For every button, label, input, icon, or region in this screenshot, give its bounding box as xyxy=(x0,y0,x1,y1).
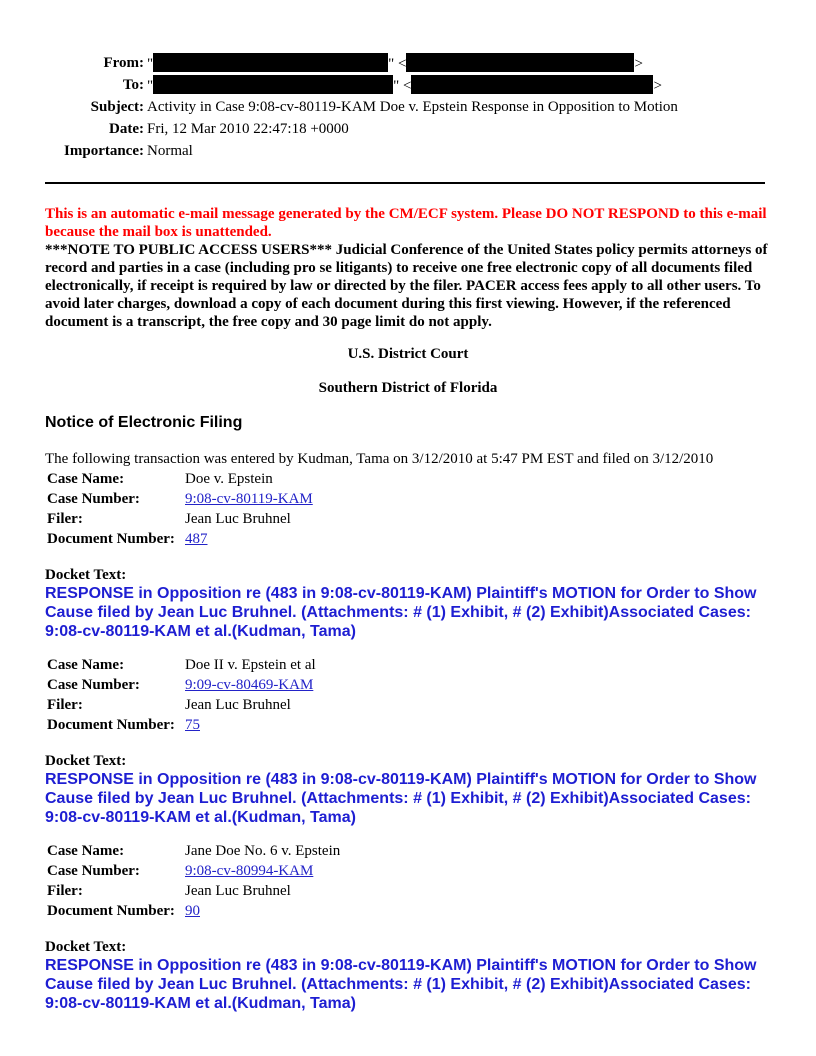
from-label: From: xyxy=(103,55,144,71)
from-value xyxy=(147,53,643,74)
from-name-redaction xyxy=(153,53,388,72)
document-number-link[interactable]: 75 xyxy=(185,717,200,733)
case-block-3 xyxy=(47,841,447,921)
district-name: Southern District of Florida xyxy=(318,380,498,396)
filer-label: Filer: xyxy=(47,697,83,713)
docket-text-2: RESPONSE in Opposition re (483 in 9:08-cv-80119-KAM) Plaintiff's MOTION for Order to Show Cause filed by Jean Luc Bruhnel. (Attachments: # (1) Exhibit, # (2) Exhibit)Associated Cases: 9:08-cv-80119-KAM et al.(Kudman, Tama) xyxy=(45,771,757,826)
document-number-label: Document Number: xyxy=(47,903,175,919)
case-number-link[interactable]: 9:08-cv-80119-KAM xyxy=(185,491,313,507)
document-number-link[interactable]: 487 xyxy=(185,531,208,547)
nef-title: Notice of Electronic Filing xyxy=(45,414,243,431)
to-email-redaction xyxy=(411,75,653,94)
docket-text-label: Docket Text: xyxy=(45,567,127,583)
to-bracket-close: > xyxy=(653,78,662,94)
filer-label: Filer: xyxy=(47,883,83,899)
case-number-label: Case Number: xyxy=(47,863,140,879)
docket-text-label: Docket Text: xyxy=(45,753,127,769)
transaction-intro: The following transaction was entered by Kudman, Tama on 3/12/2010 at 5:47 PM EST and filed on 3/12/2010 xyxy=(45,451,714,467)
to-row xyxy=(0,75,816,95)
to-label: To: xyxy=(122,77,144,93)
to-quote-open: " xyxy=(147,78,154,94)
case-number-link[interactable]: 9:08-cv-80994-KAM xyxy=(185,863,314,879)
filer-value: Jean Luc Bruhnel xyxy=(185,697,291,713)
case-block-2 xyxy=(47,655,447,735)
docket-text-1: RESPONSE in Opposition re (483 in 9:08-cv-80119-KAM) Plaintiff's MOTION for Order to Show Cause filed by Jean Luc Bruhnel. (Attachments: # (1) Exhibit, # (2) Exhibit)Associated Cases: 9:08-cv-80119-KAM et al.(Kudman, Tama) xyxy=(45,585,757,640)
court-name: U.S. District Court xyxy=(347,346,469,362)
auto-message-warning: This is an automatic e-mail message generated by the CM/ECF system. Please DO NOT RESPOND to this e-mail because the mail box is unattended. xyxy=(45,206,767,240)
filer-value: Jean Luc Bruhnel xyxy=(185,883,291,899)
to-value xyxy=(147,75,662,96)
filer-value: Jean Luc Bruhnel xyxy=(185,511,291,527)
date-label: Date: xyxy=(109,121,144,137)
subject-label: Subject: xyxy=(90,99,144,115)
case-name-value: Doe II v. Epstein et al xyxy=(185,657,316,673)
case-number-link[interactable]: 9:09-cv-80469-KAM xyxy=(185,677,314,693)
date-row xyxy=(0,119,816,139)
importance-value: Normal xyxy=(147,143,193,159)
docket-text-3: RESPONSE in Opposition re (483 in 9:08-cv-80119-KAM) Plaintiff's MOTION for Order to Show Cause filed by Jean Luc Bruhnel. (Attachments: # (1) Exhibit, # (2) Exhibit)Associated Cases: 9:08-cv-80119-KAM et al.(Kudman, Tama) xyxy=(45,957,757,1012)
importance-row xyxy=(0,141,816,161)
header-divider xyxy=(45,182,765,184)
from-quote-close: " < xyxy=(388,56,407,72)
to-name-redaction xyxy=(153,75,393,94)
filer-label: Filer: xyxy=(47,511,83,527)
from-row xyxy=(0,53,816,73)
importance-label: Importance: xyxy=(64,143,144,159)
docket-text-label: Docket Text: xyxy=(45,939,127,955)
date-value: Fri, 12 Mar 2010 22:47:18 +0000 xyxy=(147,121,349,137)
subject-row xyxy=(0,97,816,117)
case-name-label: Case Name: xyxy=(47,657,125,673)
case-name-label: Case Name: xyxy=(47,471,125,487)
document-number-label: Document Number: xyxy=(47,531,175,547)
public-access-note: ***NOTE TO PUBLIC ACCESS USERS*** Judicial Conference of the United States policy permits attorneys of record and parties in a case (including pro se litigants) to receive one free electronic copy of all documents filed electronically, if receipt is required by law or directed by the filer. PACER access fees apply to all other users. To avoid later charges, download a copy of each document during this first viewing. However, if the referenced document is a transcript, the free copy and 30 page limit do not apply. xyxy=(45,242,768,330)
from-quote-open: " xyxy=(147,56,154,72)
case-number-label: Case Number: xyxy=(47,491,140,507)
from-email-redaction xyxy=(406,53,634,72)
case-number-label: Case Number: xyxy=(47,677,140,693)
subject-value: Activity in Case 9:08-cv-80119-KAM Doe v. Epstein Response in Opposition to Motion xyxy=(147,99,678,115)
to-quote-close: " < xyxy=(393,78,412,94)
case-name-value: Doe v. Epstein xyxy=(185,471,273,487)
from-bracket-close: > xyxy=(634,56,643,72)
case-name-label: Case Name: xyxy=(47,843,125,859)
case-name-value: Jane Doe No. 6 v. Epstein xyxy=(185,843,341,859)
case-block-1 xyxy=(47,469,447,549)
document-number-link[interactable]: 90 xyxy=(185,903,200,919)
document-number-label: Document Number: xyxy=(47,717,175,733)
